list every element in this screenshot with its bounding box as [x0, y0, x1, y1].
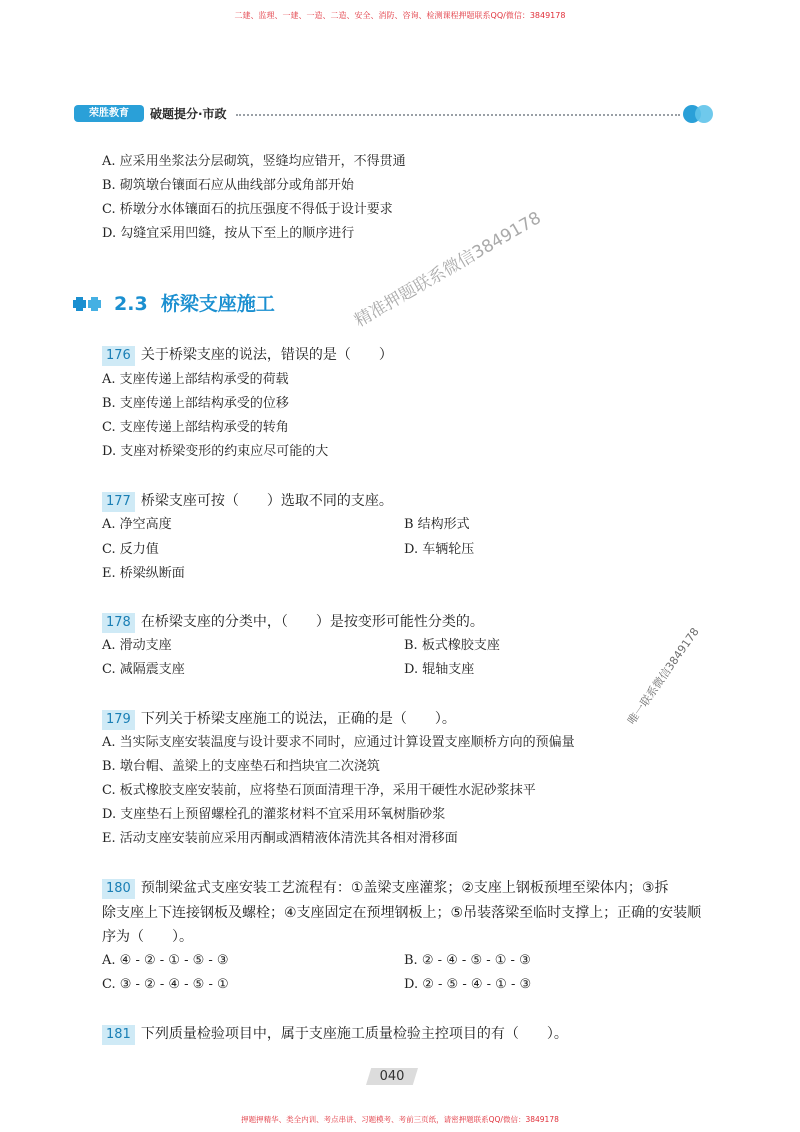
option: E. 活动支座安装前应采用丙酮或酒精液体清洗其各相对滑移面 — [102, 831, 458, 846]
option: A. 支座传递上部结构承受的荷载 — [102, 372, 289, 387]
question-number: 178 — [102, 613, 135, 633]
option: D. 支座垫石上预留螺栓孔的灌浆材料不宜采用环氧树脂砂浆 — [102, 807, 446, 822]
option: E. 桥梁纵断面 — [102, 566, 185, 581]
option: C. 板式橡胶支座安装前，应将垫石顶面清理干净，采用干硬性水泥砂浆抹平 — [102, 783, 536, 798]
prev-option: B. 砌筑墩台镶面石应从曲线部分或角部开始 — [102, 178, 354, 193]
option: C. ③ - ② - ④ - ⑤ - ① — [102, 977, 229, 992]
question-176 — [102, 345, 393, 366]
option: C. 减隔震支座 — [102, 662, 185, 677]
page-header — [74, 103, 720, 127]
section-title — [114, 290, 275, 318]
option: D. ② - ⑤ - ④ - ① - ③ — [404, 977, 532, 992]
question-stem-line: 预制梁盆式支座安装工艺流程有：①盖梁支座灌浆；②支座上钢板预埋至梁体内；③拆 — [140, 880, 669, 896]
question-stem: 桥梁支座可按（ ）选取不同的支座。 — [140, 493, 393, 509]
option: B. 支座传递上部结构承受的位移 — [102, 396, 289, 411]
question-number: 181 — [102, 1025, 135, 1045]
publisher-logo: 荣胜教育 — [74, 105, 144, 122]
prev-option: A. 应采用坐浆法分层砌筑，竖缝均应错开，不得贯通 — [102, 154, 406, 169]
question-stem: 在桥梁支座的分类中，（ ）是按变形可能性分类的。 — [140, 614, 484, 630]
header-decoration-icon — [682, 103, 716, 125]
question-stem-line: 序为（ ）。 — [102, 929, 193, 945]
puzzle-icon — [72, 293, 114, 315]
question-180 — [102, 878, 668, 899]
question-number: 176 — [102, 346, 135, 366]
book-title: 破题提分·市政 — [150, 107, 227, 121]
section-title-text: 桥梁支座施工 — [160, 293, 275, 315]
section-number: 2.3 — [114, 293, 148, 315]
option: B. 板式橡胶支座 — [404, 638, 500, 653]
question-stem: 关于桥梁支座的说法，错误的是（ ） — [140, 347, 393, 363]
question-181 — [102, 1024, 568, 1045]
page-number — [366, 1068, 418, 1085]
question-stem-line: 除支座上下连接钢板及螺栓；④支座固定在预埋钢板上；⑤吊装落梁至临时支撑上；正确的安装顺 — [102, 905, 702, 921]
bottom-promo-note: 押题押精华、类全内训、考点串讲、习题模考、考前三页纸，请密押题联系QQ/微信：3849178 — [241, 1115, 559, 1124]
question-179 — [102, 709, 456, 730]
question-177 — [102, 491, 393, 512]
option: A. 净空高度 — [102, 517, 172, 532]
question-number: 180 — [102, 879, 135, 899]
question-stem: 下列质量检验项目中，属于支座施工质量检验主控项目的有（ ）。 — [140, 1026, 568, 1042]
option: D. 辊轴支座 — [404, 662, 475, 677]
option: A. ④ - ② - ① - ⑤ - ③ — [102, 953, 229, 968]
prev-option: D. 勾缝宜采用凹缝，按从下至上的顺序进行 — [102, 226, 355, 241]
option: A. 当实际支座安装温度与设计要求不同时，应通过计算设置支座顺桥方向的预偏量 — [102, 735, 575, 750]
option: A. 滑动支座 — [102, 638, 172, 653]
question-178 — [102, 612, 484, 633]
option: B. 墩台帽、盖梁上的支座垫石和挡块宜二次浇筑 — [102, 759, 380, 774]
question-number: 179 — [102, 710, 135, 730]
option: C. 支座传递上部结构承受的转角 — [102, 420, 289, 435]
question-stem: 下列关于桥梁支座施工的说法，正确的是（ ）。 — [140, 711, 456, 727]
option: C. 反力值 — [102, 542, 159, 557]
option: B 结构形式 — [404, 517, 470, 532]
question-number: 177 — [102, 492, 135, 512]
top-promo-note: 二建、监理、一建、一造、二造、安全、消防、咨询、检测课程押题联系QQ/微信：3849178 — [234, 11, 566, 20]
watermark-side: 唯一联系微信3849178 — [625, 625, 702, 728]
page-number-text: 040 — [379, 1069, 405, 1084]
option: B. ② - ④ - ⑤ - ① - ③ — [404, 953, 531, 968]
header-dotted-rule — [236, 114, 680, 116]
watermark-main: 精准押题联系微信3849178 — [351, 208, 545, 332]
option: D. 车辆轮压 — [404, 542, 475, 557]
option: D. 支座对桥梁变形的约束应尽可能的大 — [102, 444, 329, 459]
prev-option: C. 桥墩分水体镶面石的抗压强度不得低于设计要求 — [102, 202, 393, 217]
